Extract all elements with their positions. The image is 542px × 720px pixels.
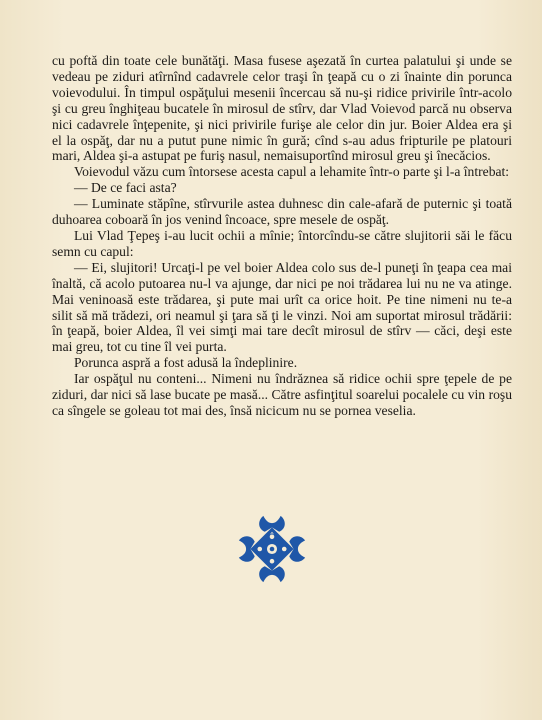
paragraph: Voievodul văzu cum întorsese acesta capul a lehamite într-o parte şi l-a întrebat:: [74, 164, 510, 180]
dialogue-line: — Luminate stăpîne, stîrvurile astea duhnesc din cale-afară de puternic şi toată duhoarea coboară în jos venind încoace, spre mesele de ospăţ.: [52, 196, 512, 228]
dialogue-line: — De ce faci asta?: [74, 180, 177, 196]
paragraph: Iar ospăţul nu conteni... Nimeni nu îndrăznea să ridice ochii spre ţepele de pe ziduri, dar nici să lase bucate pe masă... Către asfinţitul soarelui pocalele cu vin roşu ca sîngele se goleau tot mai des, însă nicicum nu se pornea veselia.: [52, 371, 512, 418]
paragraph: cu poftă din toate cele bunătăţi. Masa fusese aşezată în curtea palatului şi unde se vedeau pe ziduri atîrnînd cadavrele celor traşi în ţeapă cu o zi înainte din porunca voievodului. În timpul ospăţului mesenii încercau să nu-şi ridice privirile într-acolo şi cu greu înghiţeau bucatele în mirosul de stîrv, dar Vlad Voievod parcă nu observa nici cadavrele înţepenite, şi nici privirile furişe ale celor din jur. Boier Aldea era şi el la ospăţ, dar nu a putut pune nimic în gură; cînd s-au adus fripturile pe platouri mari, Aldea şi-a astupat pe furiş nasul, nemaisuportînd mirosul greu şi înecăcios.: [52, 53, 512, 164]
dialogue-line: — Ei, slujitori! Urcaţi-l pe vel boier Aldea colo sus de-l puneţi în ţeapa cea mai înaltă, că acolo putoarea nu-l va ajunge, dar nici pe noi trădarea lui nu ne va atinge. Mai veninoasă este trădarea, şi pute mai urît ca orice hoit. Pe tine nimeni nu te-a silit să mă trădezi, ori neamul şi ţara să ţi le vinzi. Noi am suportat mirosul trădării: în ţeapă, boier Aldea, îl vei simţi mai tare decît mirosul de stîrv — căci, deşi este mai greu, tot cu tine îl vei purta.: [52, 259, 512, 355]
paragraph: Porunca aspră a fost adusă la îndeplinire.: [74, 355, 298, 371]
body-text: [52, 53, 512, 419]
folk-flower-ornament-icon: [236, 513, 308, 585]
paragraph: Lui Vlad Ţepeş i-au lucit ochii a mînie; întorcîndu-se către slujitorii săi le făcu semn cu capul:: [52, 227, 512, 259]
